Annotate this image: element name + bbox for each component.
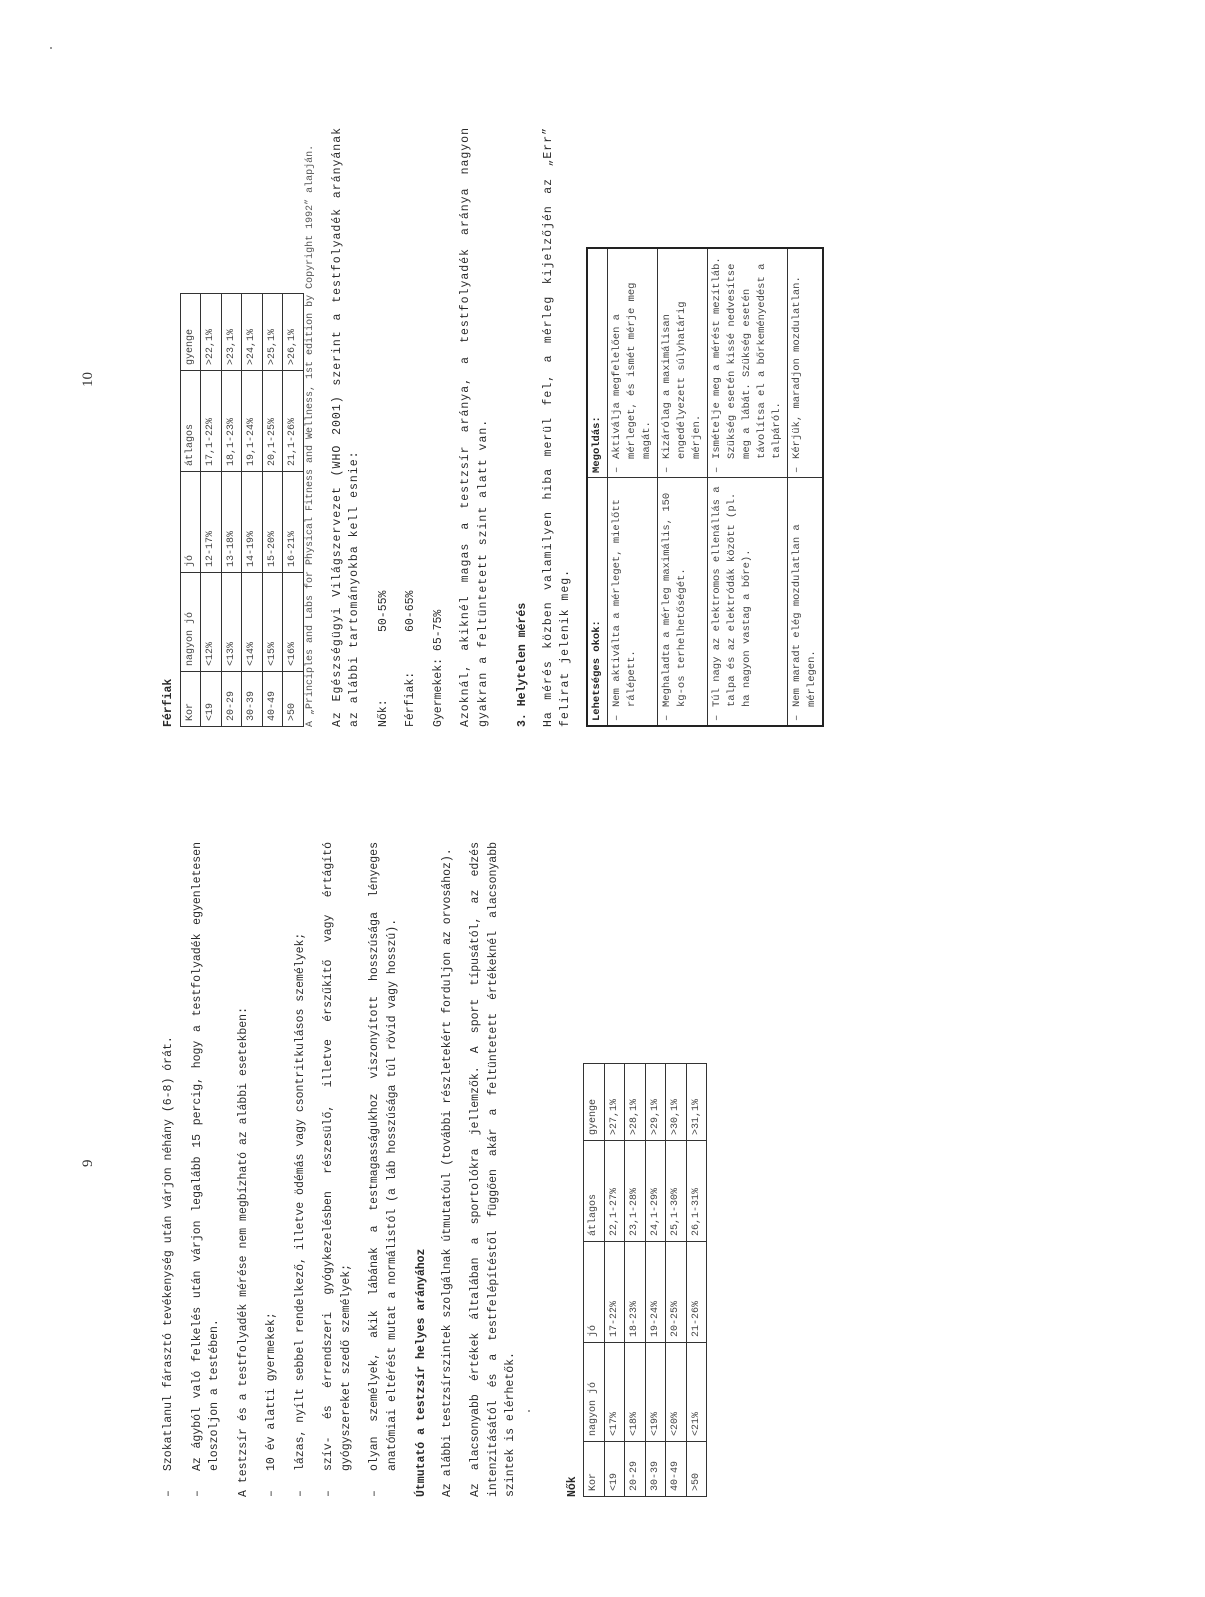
cause-cell: – Nem maradt elég mozdulatlan a mérlegen. <box>787 477 823 726</box>
table-row <box>625 1064 646 1497</box>
header-cell: átlagos <box>584 1141 605 1242</box>
table-title-women: Nők <box>565 1476 579 1497</box>
table-cell: 13-18% <box>221 472 242 573</box>
table-cell: <12% <box>201 573 222 672</box>
scan-speck <box>50 47 52 49</box>
solution-cell: – Kérjük, maradjon mozdulatlan. <box>787 248 823 477</box>
bullet-item: – szív- és érrendszeri gyógykezelésben részesülő, illetve érszűkítő vagy értágító gyógyszereket szedő személyek; <box>322 842 353 1497</box>
table-cell: <19% <box>645 1343 666 1442</box>
table-row <box>221 294 242 727</box>
table-cell: >23,1% <box>221 294 242 371</box>
table-cell: >22,1% <box>201 294 222 371</box>
table-row <box>645 1064 666 1497</box>
table-row <box>201 294 222 727</box>
table-row <box>666 1064 687 1497</box>
body-fat-table-women <box>583 1063 707 1497</box>
body-fat-table-men <box>180 293 304 727</box>
header-cell: nagyon jó <box>584 1343 605 1442</box>
table-cell: 18,1-23% <box>221 371 242 472</box>
table-row <box>604 1064 625 1497</box>
table-cell: <20% <box>666 1343 687 1442</box>
header-cell: nagyon jó <box>180 573 201 672</box>
bullet-list-cases <box>263 842 401 1497</box>
table-cell: 30-39 <box>242 672 263 727</box>
table-cell: <19 <box>604 1442 625 1497</box>
table-cell: >31,1% <box>686 1064 707 1141</box>
fluid-range-row: Férfiak: 60-65% <box>404 590 417 727</box>
table-cell: >24,1% <box>242 294 263 371</box>
table-cell: >29,1% <box>645 1064 666 1141</box>
fluid-range-row: Gyermekek: 65-75% <box>431 609 445 727</box>
table-cell: <15% <box>262 573 283 672</box>
bullet-item: – Szokatlanul fárasztó tevékenység után várjon néhány (6-8) órát. <box>162 1036 175 1497</box>
intro-paragraph: A testzsír és a testfolyadék mérése nem megbízható az alábbi esetekben: <box>236 1007 250 1497</box>
table-cell: 16-21% <box>283 472 304 573</box>
table-cell: 20-29 <box>625 1442 646 1497</box>
guide-paragraph: Az alábbi testzsírszintek szolgálnak útmutatóul (további részletekért forduljon az orvosához). <box>440 848 454 1497</box>
fluid-range-row: Nők: 50-55% <box>376 590 390 727</box>
trouble-row <box>787 248 823 726</box>
table-cell: 12-17% <box>201 472 222 573</box>
table-cell: >28,1% <box>625 1064 646 1141</box>
fluid-ranges <box>375 127 448 727</box>
header-cell: átlagos <box>180 371 201 472</box>
cause-cell: – Meghaladta a mérleg maximális, 150 kg-os terhelhetőségét. <box>657 477 707 726</box>
table-cell: 14-19% <box>242 472 263 573</box>
table-row <box>262 294 283 727</box>
table-header-row <box>180 294 201 727</box>
guide-paragraph: Az alacsonyabb értékek általában a sportolókra jellemzők. A sport típusától, az edzés intenzitásától és a testfelépítéstől függően akár a feltüntetett értékeknél alacsonyabb szintek is elérhetők. <box>469 842 517 1497</box>
troubleshooting-table <box>586 247 824 727</box>
header-cell: jó <box>180 472 201 573</box>
guide-heading: Útmutató a testzsír helyes arányához <box>415 1248 428 1497</box>
left-page <box>160 842 707 1497</box>
table-cell: <16% <box>283 573 304 672</box>
right-page <box>160 127 824 727</box>
trouble-header-cell: Megoldás: <box>587 248 608 477</box>
table-cell: 25,1-30% <box>666 1141 687 1242</box>
header-cell: gyenge <box>584 1064 605 1141</box>
table-cell: >50 <box>283 672 304 727</box>
header-cell: Kor <box>180 672 201 727</box>
cause-cell: – Nem aktiválta a mérleget, mielőtt rálépett. <box>607 477 657 726</box>
table-cell: 30-39 <box>645 1442 666 1497</box>
header-cell: jó <box>584 1242 605 1343</box>
page-number-right: 10 <box>80 372 96 387</box>
table-cell: 17,1-22% <box>201 371 222 472</box>
table-cell: >25,1% <box>262 294 283 371</box>
table-cell: 15-20% <box>262 472 283 573</box>
table-cell: 19-24% <box>645 1242 666 1343</box>
table-cell: <19 <box>201 672 222 727</box>
table-cell: 21,1-26% <box>283 371 304 472</box>
section-heading: 3. Helytelen mérés <box>516 602 529 727</box>
solution-cell: – Aktiválja megfelelően a mérleget, és ismét mérje meg magát. <box>607 248 657 477</box>
who-paragraph: Az Egészségügyi Világszervezet (WHO 2001) szerint a testfolyadék arányának az alábbi tartományokba kell esnie: <box>330 127 361 727</box>
header-cell: gyenge <box>180 294 201 371</box>
solution-cell: – Kizárólag a maximálisan engedélyezett súlyhatárig mérjen. <box>657 248 707 477</box>
table-cell: >50 <box>686 1442 707 1497</box>
bullet-item: – lázas, nyílt sebbel rendelkező, illetve ödémás vagy csontritkulásos személyek; <box>293 932 307 1497</box>
table-cell: 40-49 <box>666 1442 687 1497</box>
table-cell: 20-25% <box>666 1242 687 1343</box>
table-title-men: Férfiak <box>162 678 175 727</box>
table-cell: <18% <box>625 1343 646 1442</box>
table-cell: <17% <box>604 1343 625 1442</box>
bullet-item: – olyan személyek, akik lábának a testmagasságukhoz viszonyított hosszúsága lényeges anatómiai eltérést mutat a normálistól (a láb hosszúsága túl rövid vagy hosszú). <box>368 842 399 1497</box>
table-cell: 21-26% <box>686 1242 707 1343</box>
table-cell: 20,1-25% <box>262 371 283 472</box>
table-cell: <13% <box>221 573 242 672</box>
table-row <box>242 294 263 727</box>
trouble-row <box>607 248 657 726</box>
bullet-item: – Az ágyból való felkelés után várjon legalább 15 percig, hogy a testfolyadék egyenletesen eloszoljon a testében. <box>190 842 221 1497</box>
trouble-header-cell: Lehetséges okok: <box>587 477 608 726</box>
table-cell: 23,1-28% <box>625 1141 646 1242</box>
bullet-list-top <box>160 842 224 1497</box>
header-cell: Kor <box>584 1442 605 1497</box>
cause-cell: – Túl nagy az elektromos ellenállás a talpa és az elektródák között (pl. ha nagyon vastag a bőre). <box>707 477 787 726</box>
table-cell: 20-29 <box>221 672 242 727</box>
table-cell: 18-23% <box>625 1242 646 1343</box>
table-cell: 22,1-27% <box>604 1141 625 1242</box>
table-cell: 17-22% <box>604 1242 625 1343</box>
table-cell: >26,1% <box>283 294 304 371</box>
table-cell: >30,1% <box>666 1064 687 1141</box>
page-number-left: 9 <box>80 1159 96 1167</box>
bullet-item: – 10 év alatti gyermekek; <box>265 1312 278 1497</box>
table-row <box>686 1064 707 1497</box>
table-cell: 24,1-29% <box>645 1141 666 1242</box>
note-paragraph: Azoknál, akiknél magas a testzsír aránya, a testfolyadék aránya nagyon gyakran a feltüntetett szint alatt van. <box>459 127 490 727</box>
trouble-header-row <box>587 248 608 726</box>
trouble-row <box>657 248 707 726</box>
table-cell: <14% <box>242 573 263 672</box>
table-header-row <box>584 1064 605 1497</box>
source-note: A „Principles and Labs for Physical Fitness and Wellness, 1st edition by Copyright 1992” alapján. <box>304 144 316 727</box>
solution-cell: – Ismételje meg a mérést mezítláb. Szükség esetén kissé nedvesítse meg a lábát. Szükség esetén távolítsa el a bőrkeményedést a talpáról. <box>707 248 787 477</box>
table-row <box>283 294 304 727</box>
table-cell: >27,1% <box>604 1064 625 1141</box>
table-cell: <21% <box>686 1343 707 1442</box>
table-cell: 40-49 <box>262 672 283 727</box>
table-cell: 19,1-24% <box>242 371 263 472</box>
table-cell: 26,1-31% <box>686 1141 707 1242</box>
trouble-row <box>707 248 787 726</box>
section-paragraph: Ha mérés közben valamilyen hiba merül fel, a mérleg kijelzőjén az „Err” felirat jelenik meg. <box>541 127 572 727</box>
